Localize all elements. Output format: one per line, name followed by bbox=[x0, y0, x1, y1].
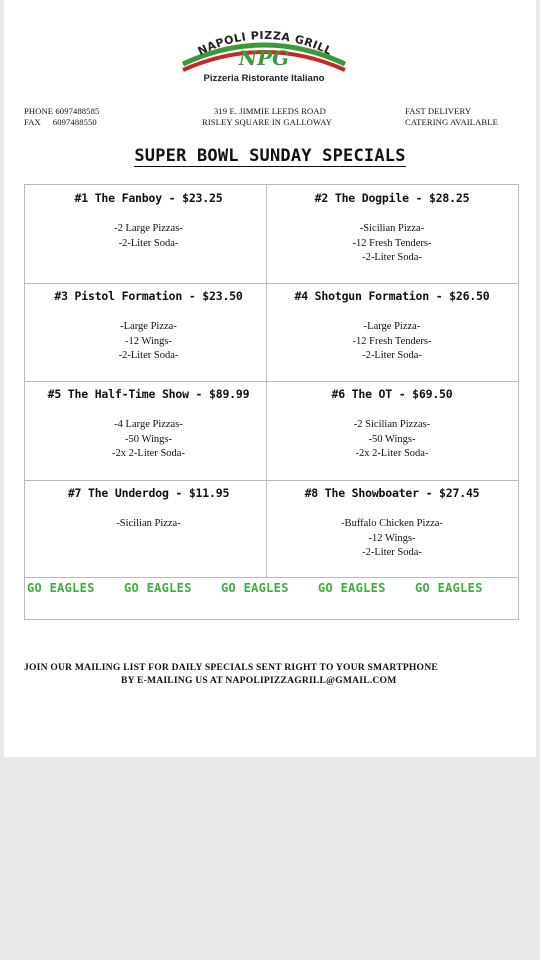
fax-label: FAX bbox=[24, 116, 41, 127]
special-item: -Large Pizza- bbox=[363, 321, 421, 332]
contact-phone-fax bbox=[24, 106, 99, 127]
logo-mark bbox=[179, 20, 349, 76]
special-card bbox=[266, 283, 518, 364]
service-catering: CATERING AVAILABLE bbox=[405, 116, 498, 127]
special-item: -2 Sicilian Pizzas- bbox=[353, 419, 431, 430]
special-name: #8 The Showboater - $27.45 bbox=[304, 486, 480, 500]
page-title: SUPER BOWL SUNDAY SPECIALS bbox=[134, 146, 406, 166]
special-card bbox=[25, 283, 272, 364]
go-eagles-banner: GO EAGLES bbox=[124, 581, 192, 595]
contact-services bbox=[405, 106, 498, 127]
special-card bbox=[25, 185, 272, 251]
go-eagles-banner: GO EAGLES bbox=[221, 581, 289, 595]
special-item: -50 Wings- bbox=[368, 433, 416, 445]
special-item: -2 Large Pizzas- bbox=[114, 223, 183, 234]
special-item: -12 Wings- bbox=[125, 335, 172, 347]
address-line2: RISLEY SQUARE IN GALLOWAY bbox=[202, 116, 333, 127]
special-item: -2-Liter Soda- bbox=[362, 252, 422, 263]
address-line1: 319 E. JIMMIE LEEDS ROAD bbox=[214, 106, 326, 116]
service-delivery: FAST DELIVERY bbox=[405, 106, 472, 116]
go-eagles-banner: GO EAGLES bbox=[27, 581, 95, 595]
logo-brand: NAPOLI PIZZA GRILL bbox=[195, 28, 335, 58]
logo-monogram: NPG bbox=[238, 46, 290, 70]
special-name: #1 The Fanboy - $23.25 bbox=[74, 191, 223, 205]
special-name: #4 Shotgun Formation - $26.50 bbox=[294, 289, 490, 303]
special-item: -Buffalo Chicken Pizza- bbox=[341, 518, 443, 529]
special-item: -2x 2-Liter Soda- bbox=[112, 448, 185, 459]
go-eagles-banner: GO EAGLES bbox=[318, 581, 386, 595]
special-item: -2-Liter Soda- bbox=[118, 237, 179, 249]
special-card bbox=[266, 480, 518, 561]
special-item: -Sicilian Pizza- bbox=[116, 518, 181, 529]
contact-address bbox=[202, 106, 332, 127]
menu-flyer bbox=[4, 0, 536, 757]
special-name: #5 The Half-Time Show - $89.99 bbox=[47, 387, 250, 401]
special-item: -Sicilian Pizza- bbox=[359, 223, 425, 234]
special-item: -2-Liter Soda- bbox=[362, 350, 422, 361]
special-name: #3 Pistol Formation - $23.50 bbox=[54, 289, 243, 303]
footer-line2: BY E-MAILING US AT NAPOLIPIZZAGRILL@GMAIL.COM bbox=[121, 675, 397, 686]
special-card bbox=[25, 480, 272, 532]
special-card bbox=[266, 381, 518, 462]
special-item: -Large Pizza- bbox=[120, 321, 177, 332]
mailing-list-note bbox=[24, 661, 519, 687]
go-eagles-banner: GO EAGLES bbox=[415, 581, 483, 595]
logo-subtitle: Pizzeria Ristorante Italiano bbox=[203, 73, 325, 84]
special-name: #7 The Underdog - $11.95 bbox=[67, 486, 230, 500]
special-item: -12 Fresh Tenders- bbox=[352, 335, 432, 347]
special-item: -2x 2-Liter Soda- bbox=[355, 448, 429, 459]
phone-label: PHONE bbox=[24, 106, 54, 116]
special-name: #6 The OT - $69.50 bbox=[331, 387, 453, 401]
fax-number: 6097488550 bbox=[52, 116, 97, 127]
special-item: -50 Wings- bbox=[125, 433, 172, 445]
phone-number: 6097488585 bbox=[55, 106, 100, 116]
special-card bbox=[266, 185, 518, 266]
specials-grid bbox=[24, 184, 519, 620]
logo bbox=[179, 20, 349, 90]
footer-line1: JOIN OUR MAILING LIST FOR DAILY SPECIALS SENT RIGHT TO YOUR SMARTPHONE bbox=[24, 662, 438, 673]
special-item: -12 Wings- bbox=[368, 532, 416, 544]
special-item: -12 Fresh Tenders- bbox=[352, 237, 432, 249]
special-item: -4 Large Pizzas- bbox=[114, 419, 183, 430]
special-card bbox=[25, 381, 272, 462]
grid-divider bbox=[25, 577, 518, 578]
special-item: -2-Liter Soda- bbox=[118, 350, 179, 361]
special-item: -2-Liter Soda- bbox=[362, 547, 422, 558]
special-name: #2 The Dogpile - $28.25 bbox=[314, 191, 470, 205]
